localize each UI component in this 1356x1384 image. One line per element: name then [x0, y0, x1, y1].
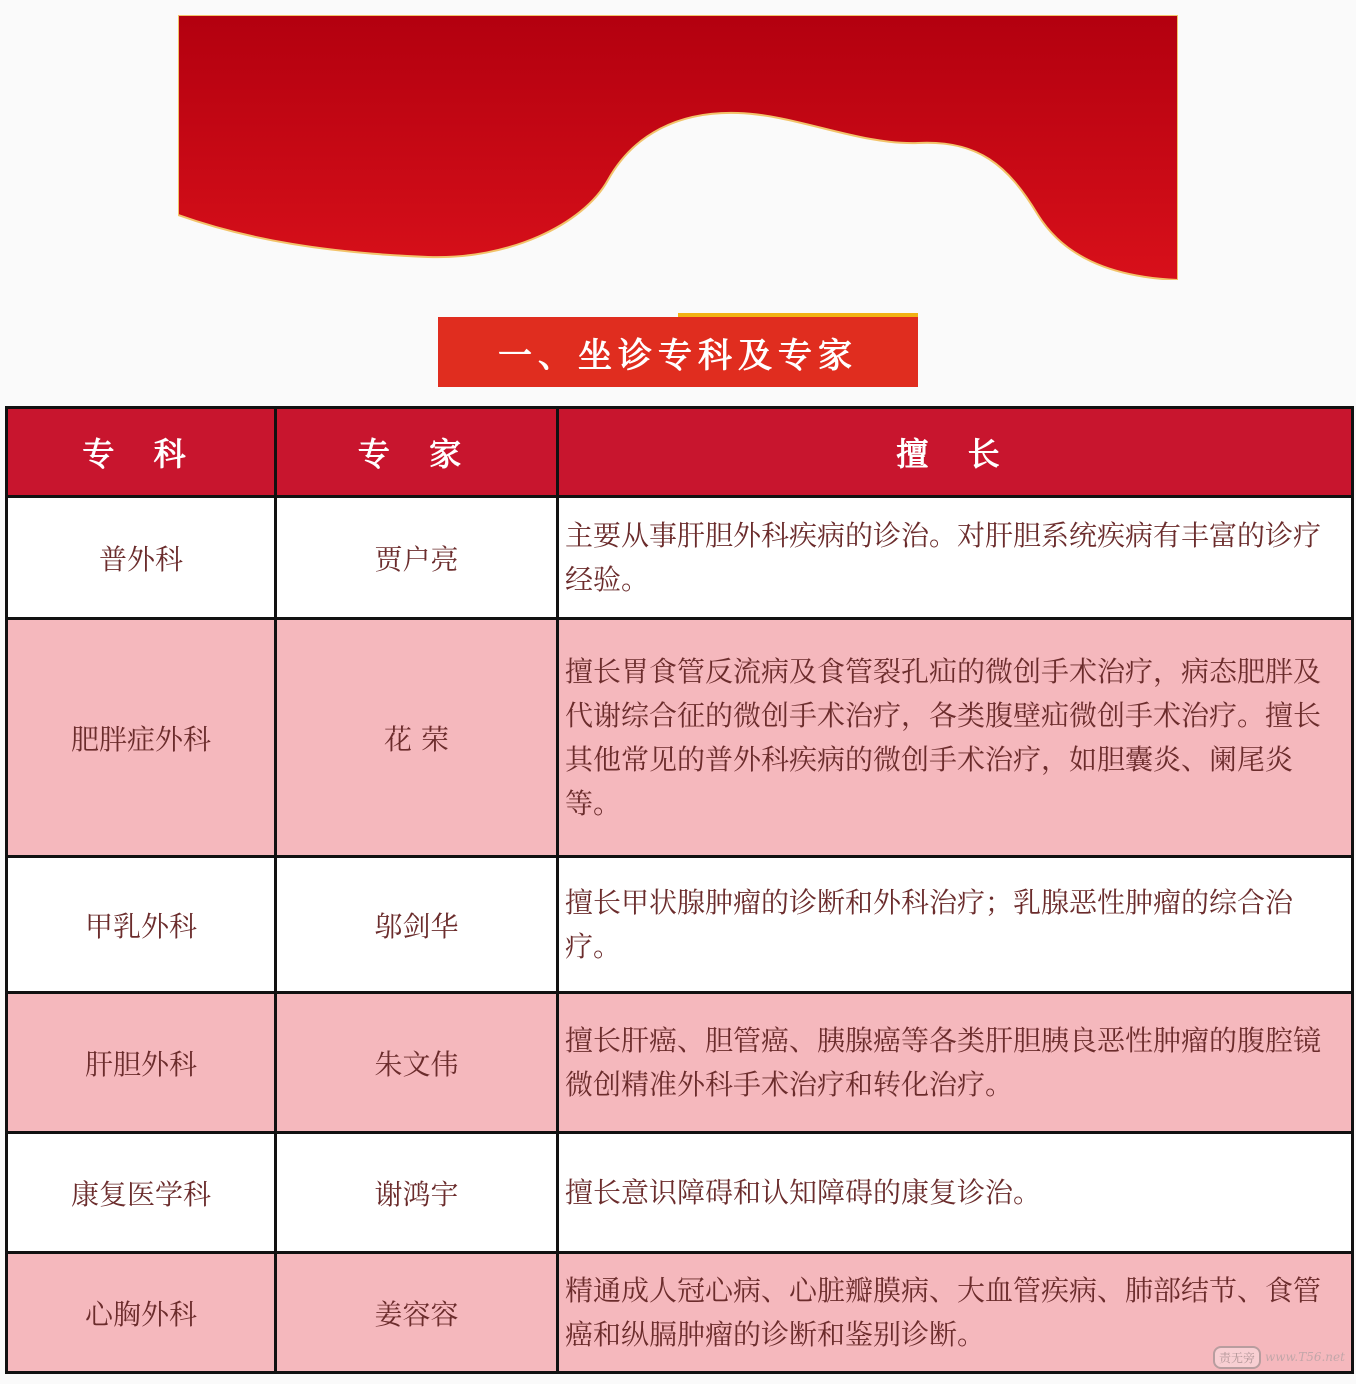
dept-cell: 普外科	[7, 497, 276, 619]
table-header-row	[7, 408, 1353, 497]
expert-cell: 谢鸿宇	[276, 1133, 558, 1253]
table-row	[7, 993, 1353, 1133]
expert-cell: 贾户亮	[276, 497, 558, 619]
table-row	[7, 619, 1353, 857]
header-expert: 专 家	[276, 408, 558, 497]
dept-cell: 肥胖症外科	[7, 619, 276, 857]
title-accent-bar	[678, 313, 918, 317]
experts-table	[5, 406, 1354, 1374]
watermark-url: www.T56.net	[1265, 1350, 1345, 1364]
dept-cell: 心胸外科	[7, 1253, 276, 1373]
expertise-cell: 精通成人冠心病、心脏瓣膜病、大血管疾病、肺部结节、食管癌和纵膈肿瘤的诊断和鉴别诊断。	[558, 1253, 1353, 1373]
decorative-banner	[178, 15, 1178, 280]
table-row	[7, 1133, 1353, 1253]
site-watermark	[1213, 1342, 1345, 1372]
dept-cell: 甲乳外科	[7, 857, 276, 993]
expert-cell: 邬剑华	[276, 857, 558, 993]
expert-cell: 朱文伟	[276, 993, 558, 1133]
section-title: 一、坐诊专科及专家	[498, 335, 858, 376]
expertise-cell: 擅长甲状腺肿瘤的诊断和外科治疗；乳腺恶性肿瘤的综合治疗。	[558, 857, 1353, 993]
expertise-cell: 主要从事肝胆外科疾病的诊治。对肝胆系统疾病有丰富的诊疗经验。	[558, 497, 1353, 619]
expertise-cell: 擅长胃食管反流病及食管裂孔疝的微创手术治疗，病态肥胖及代谢综合征的微创手术治疗，各类腹壁疝微创手术治疗。擅长其他常见的普外科疾病的微创手术治疗，如胆囊炎、阑尾炎等。	[558, 619, 1353, 857]
table-row	[7, 497, 1353, 619]
expertise-cell: 擅长意识障碍和认知障碍的康复诊治。	[558, 1133, 1353, 1253]
dept-cell: 康复医学科	[7, 1133, 276, 1253]
section-title-box	[438, 317, 918, 387]
expert-cell: 姜容容	[276, 1253, 558, 1373]
header-dept: 专 科	[7, 408, 276, 497]
expertise-cell: 擅长肝癌、胆管癌、胰腺癌等各类肝胆胰良恶性肿瘤的腹腔镜微创精准外科手术治疗和转化治疗。	[558, 993, 1353, 1133]
watermark-badge: 责无旁	[1213, 1346, 1261, 1369]
red-wave-graphic	[178, 15, 1178, 280]
header-expertise: 擅 长	[558, 408, 1353, 497]
expert-cell: 花 荣	[276, 619, 558, 857]
table-row	[7, 1253, 1353, 1373]
dept-cell: 肝胆外科	[7, 993, 276, 1133]
table-row	[7, 857, 1353, 993]
